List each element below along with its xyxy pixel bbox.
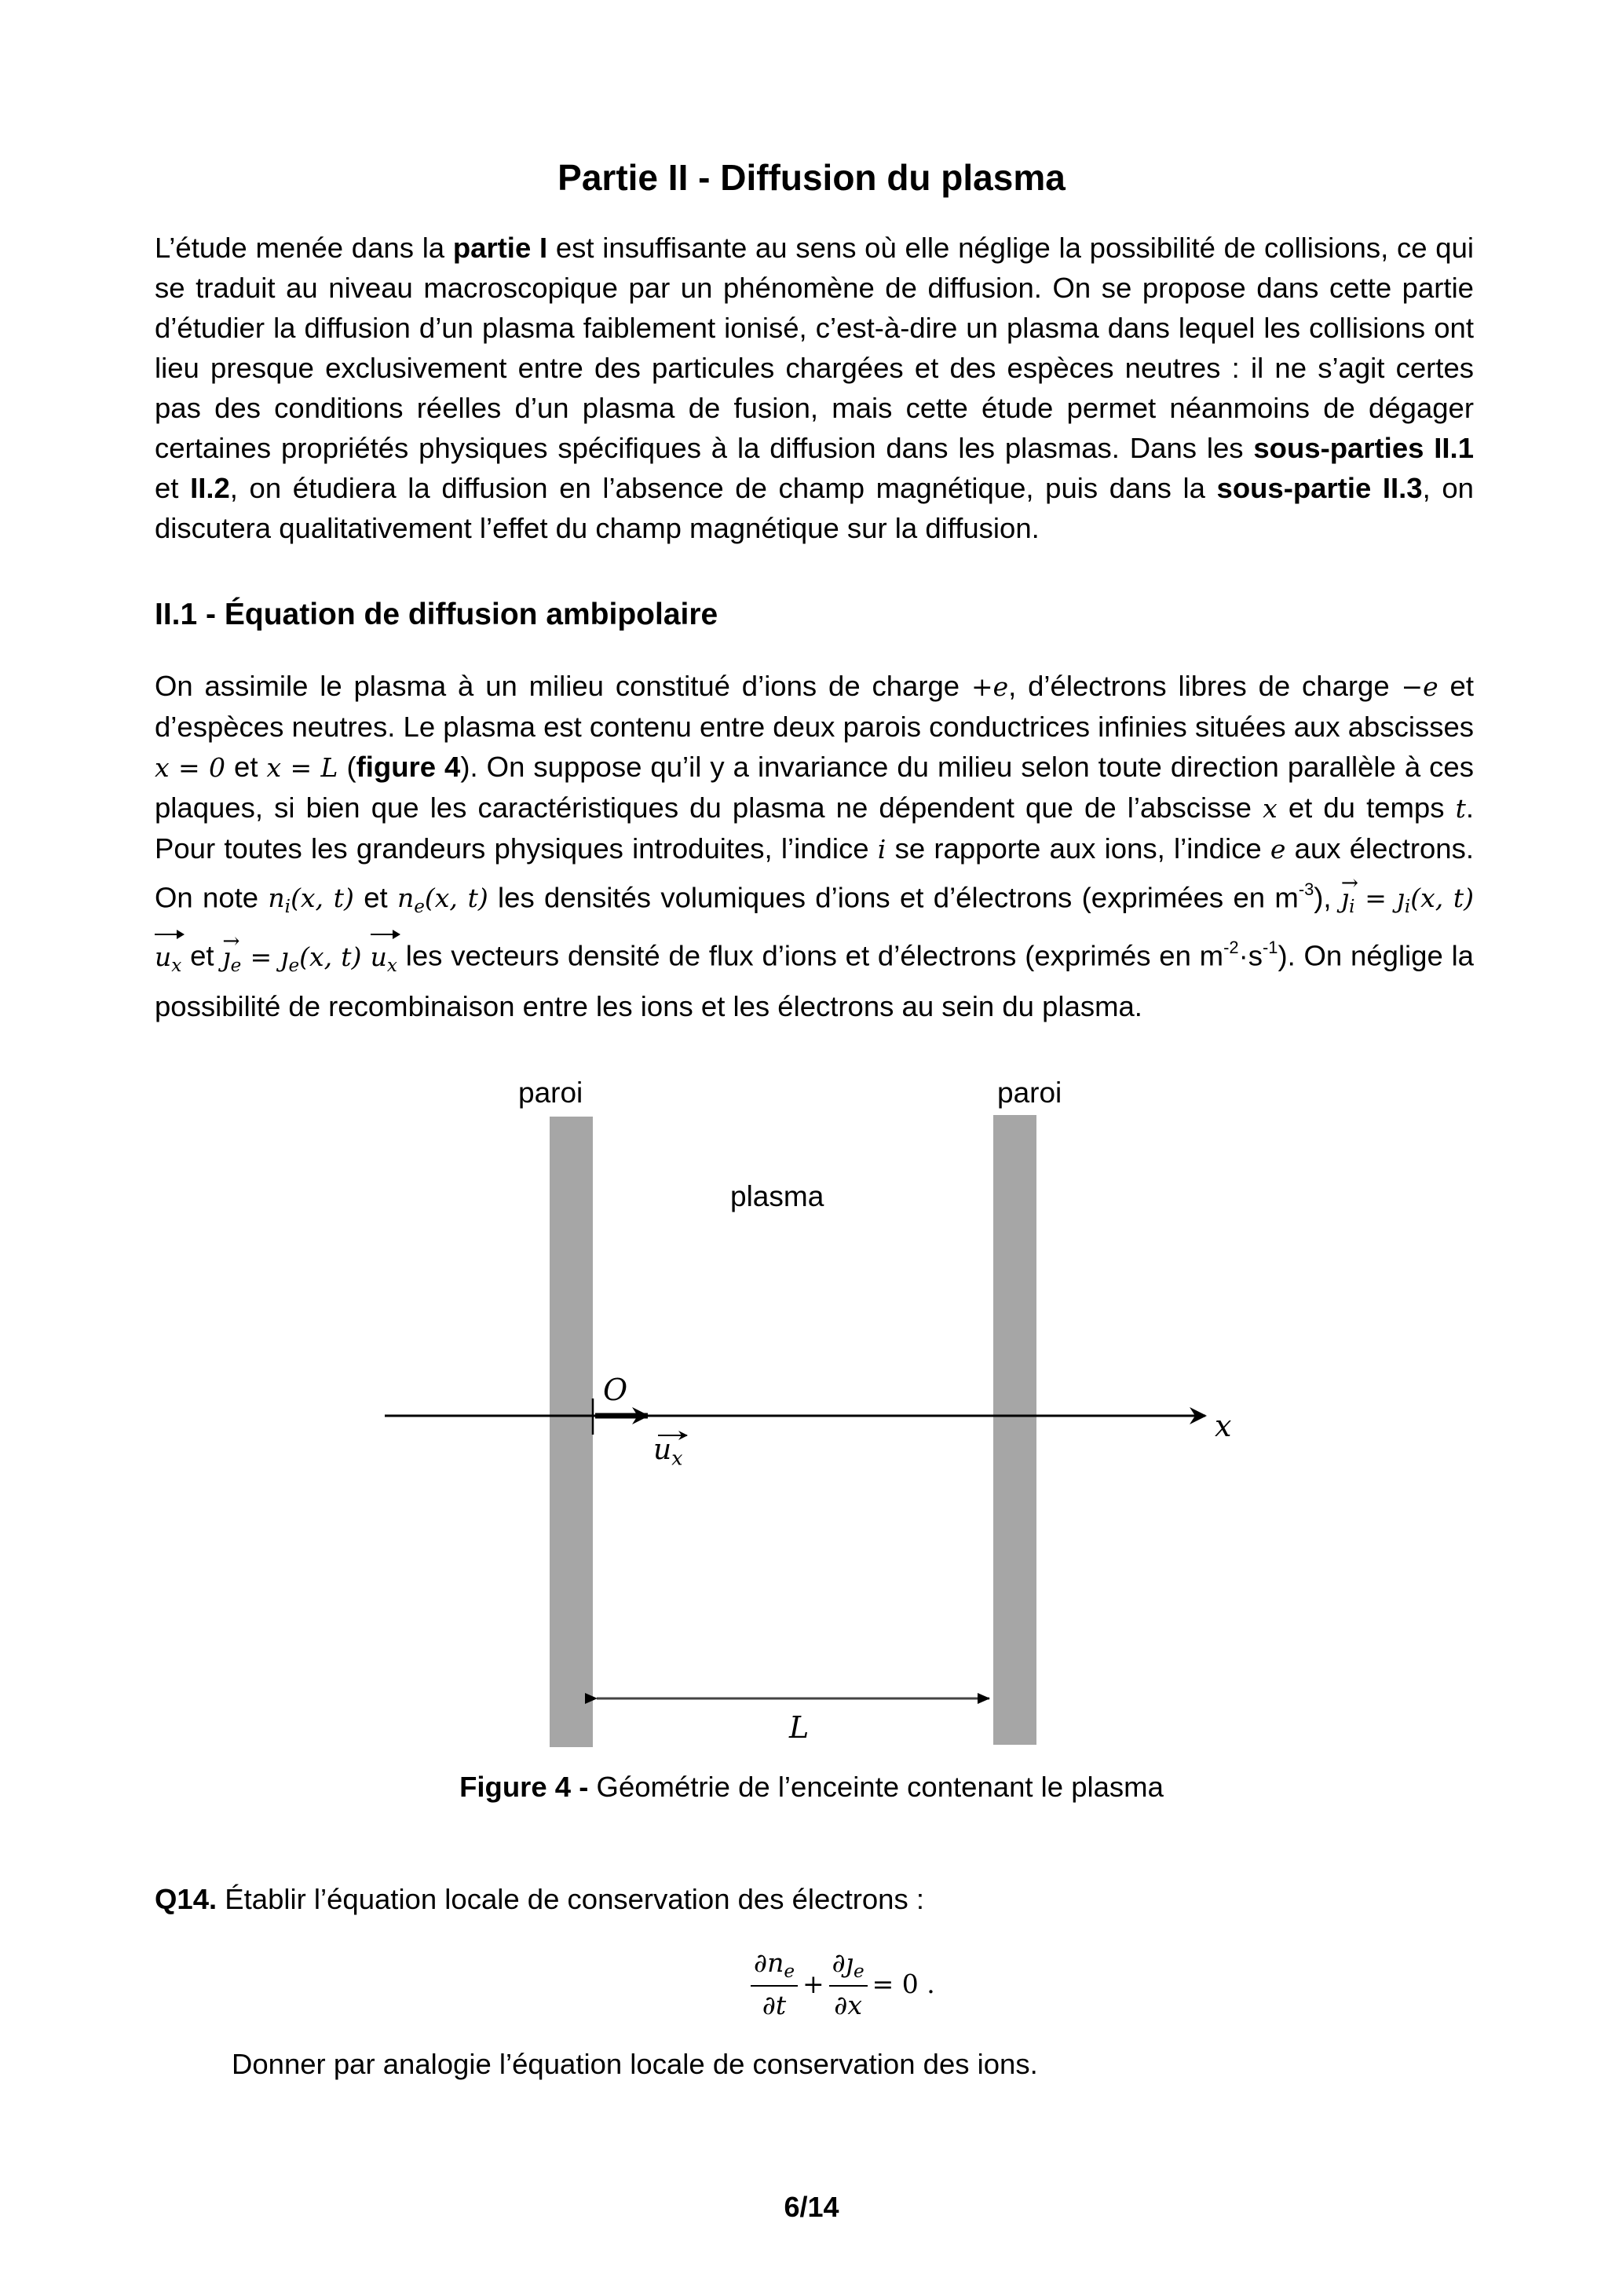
numerator [751,1947,798,1987]
figure-caption [0,1770,1623,1804]
intro-bold-sous-partie-ii3: sous-partie II.3 [1216,472,1423,504]
symbol: ∂n [754,1947,784,1978]
plasma-label: plasma [730,1180,824,1212]
fraction-dje-dx [829,1947,868,2020]
args: (x, t) [1410,883,1474,914]
unit-vector-label [653,1434,682,1470]
math-x-eq-0: x = 0 [155,752,226,783]
denominator: ∂t [762,1989,787,2020]
intro-text: et [155,472,191,504]
text: les densités volumiques d’ions et d’électrons (exprimées en m [488,881,1299,914]
symbol: n [397,883,415,914]
intro-bold-partie-1: partie I [452,232,548,264]
subscript: x [671,1446,683,1470]
plus-sign: + [802,1968,824,1999]
subscript: x [386,955,397,976]
intro-text: , on étudiera la diffusion en l’absence de champ magnétique, puis dans la [229,472,1217,504]
math-t: t [1455,793,1466,824]
conservation-equation [746,1947,935,2020]
math-x-eq-l: x = L [266,752,338,783]
text: . Pour toutes les grandeurs physiques introduites, l’indice [155,792,1474,865]
x-axis-label: x [1215,1409,1232,1443]
subscript: e [288,955,300,976]
text: ). On néglige la possibilité de recombinaison entre les ions et les électrons au sein du plasma. [155,939,1474,1022]
symbol: u [370,941,387,972]
symbol: ȷ [280,941,289,972]
section-heading: II.1 - Équation de diffusion ambipolaire [155,598,718,631]
math-i: i [877,834,886,865]
intro-bold-sous-parties: sous-parties II.1 [1253,432,1474,464]
math-e: e [1270,834,1286,865]
superscript: -3 [1298,879,1314,899]
right-wall [993,1115,1036,1745]
question-q14 [155,1880,924,1919]
text: ( [338,751,356,783]
subscript: e [414,897,425,918]
math-x: x [1263,793,1278,824]
left-wall [550,1117,593,1747]
caption-text: Géométrie de l’enceinte contenant le plasma [588,1771,1164,1803]
figure-reference: figure 4 [356,751,461,783]
text: et [225,751,267,783]
subscript: i [284,897,291,918]
subscript: i [1349,897,1355,918]
subscript: e [853,1961,865,1982]
numerator [829,1947,868,1987]
text: ). On suppose qu’il y a invariance du milieu selon toute direction parallèle à ces plaques, si bien que les caractéristiques du plasma ne dépendent que de l’abscisse [155,751,1474,824]
math-minus-e: −e [1401,671,1438,702]
symbol: u [155,941,172,972]
intro-text: est insuffisante au sens où elle néglige la possibilité de collisions, ce qui se traduit au niveau macroscopique par un phénomène de diffusion. On se propose dans cette partie d’étudier la diffusion d’un plasma faiblement ionisé, c’est-à-dire un plasma dans lequel les collisions ont lieu presque exclusivement entre des particules chargées et des espèces neutres : il ne s’agit certes pas des conditions réelles d’un plasma de fusion, mais cette étude permet néanmoins de dégager certaines propriétés physiques spécifiques à la diffusion dans les plasmas. Dans les [155,232,1474,464]
subscript: i [1404,897,1411,918]
right-wall-label: paroi [997,1077,1062,1109]
caption-label: Figure 4 - [459,1771,589,1803]
symbol: u [653,1434,672,1466]
text: se rapporte aux ions, l’indice [886,832,1270,865]
equals: = [241,941,281,972]
left-wall-label: paroi [518,1077,583,1109]
args: (x, t) [424,883,488,914]
intro-text: , on discutera qualitativement l’effet du champ magnétique sur la diffusion. [155,472,1474,544]
text: On assimile le plasma à un milieu constitué d’ions de charge [155,670,971,702]
intro-text: L’étude menée dans la [155,232,453,264]
equals: = [1354,883,1397,914]
text: ·s [1238,939,1263,972]
text: et d’espèces neutres. Le plasma est contenu entre deux parois conductrices infinies situées aux abscisses [155,670,1474,743]
text: les vecteurs densité de flux d’ions et d’électrons (exprimés en m [397,939,1224,972]
text: aux électrons. On note [155,832,1474,914]
denominator: ∂x [834,1989,862,2020]
vector-symbol: → ȷ [222,937,230,977]
page-number: 6/14 [784,2191,839,2223]
superscript: -2 [1223,938,1239,958]
text: et [181,939,223,972]
subscript: x [171,955,182,976]
superscript: -1 [1262,938,1278,958]
subscript: e [784,1961,795,1982]
fraction-dne-dt [751,1947,798,2020]
question-followup: Donner par analogie l’équation locale de conservation des ions. [232,2048,1038,2080]
text: et [353,881,397,914]
length-label: L [789,1710,810,1745]
text: , d’électrons libres de charge [1008,670,1402,702]
question-number: Q14. [155,1883,217,1915]
question-text: Établir l’équation locale de conservation des électrons : [217,1883,925,1915]
args: (x, t) [291,883,354,914]
subscript: e [230,955,242,976]
args: (x, t) [299,941,371,972]
page-title: Partie II - Diffusion du plasma [557,157,1066,198]
intro-bold-ii2: II.2 [190,472,230,504]
vector-symbol: → ȷ [1341,878,1349,918]
origin-label: O [603,1373,628,1407]
equation-rhs: = 0 . [872,1968,935,1999]
symbol: ȷ [1396,883,1405,914]
symbol: ∂ȷ [832,1947,854,1978]
text: ), [1314,881,1341,914]
symbol: n [268,883,285,914]
math-plus-e: +e [971,671,1009,702]
text: et du temps [1277,792,1456,824]
